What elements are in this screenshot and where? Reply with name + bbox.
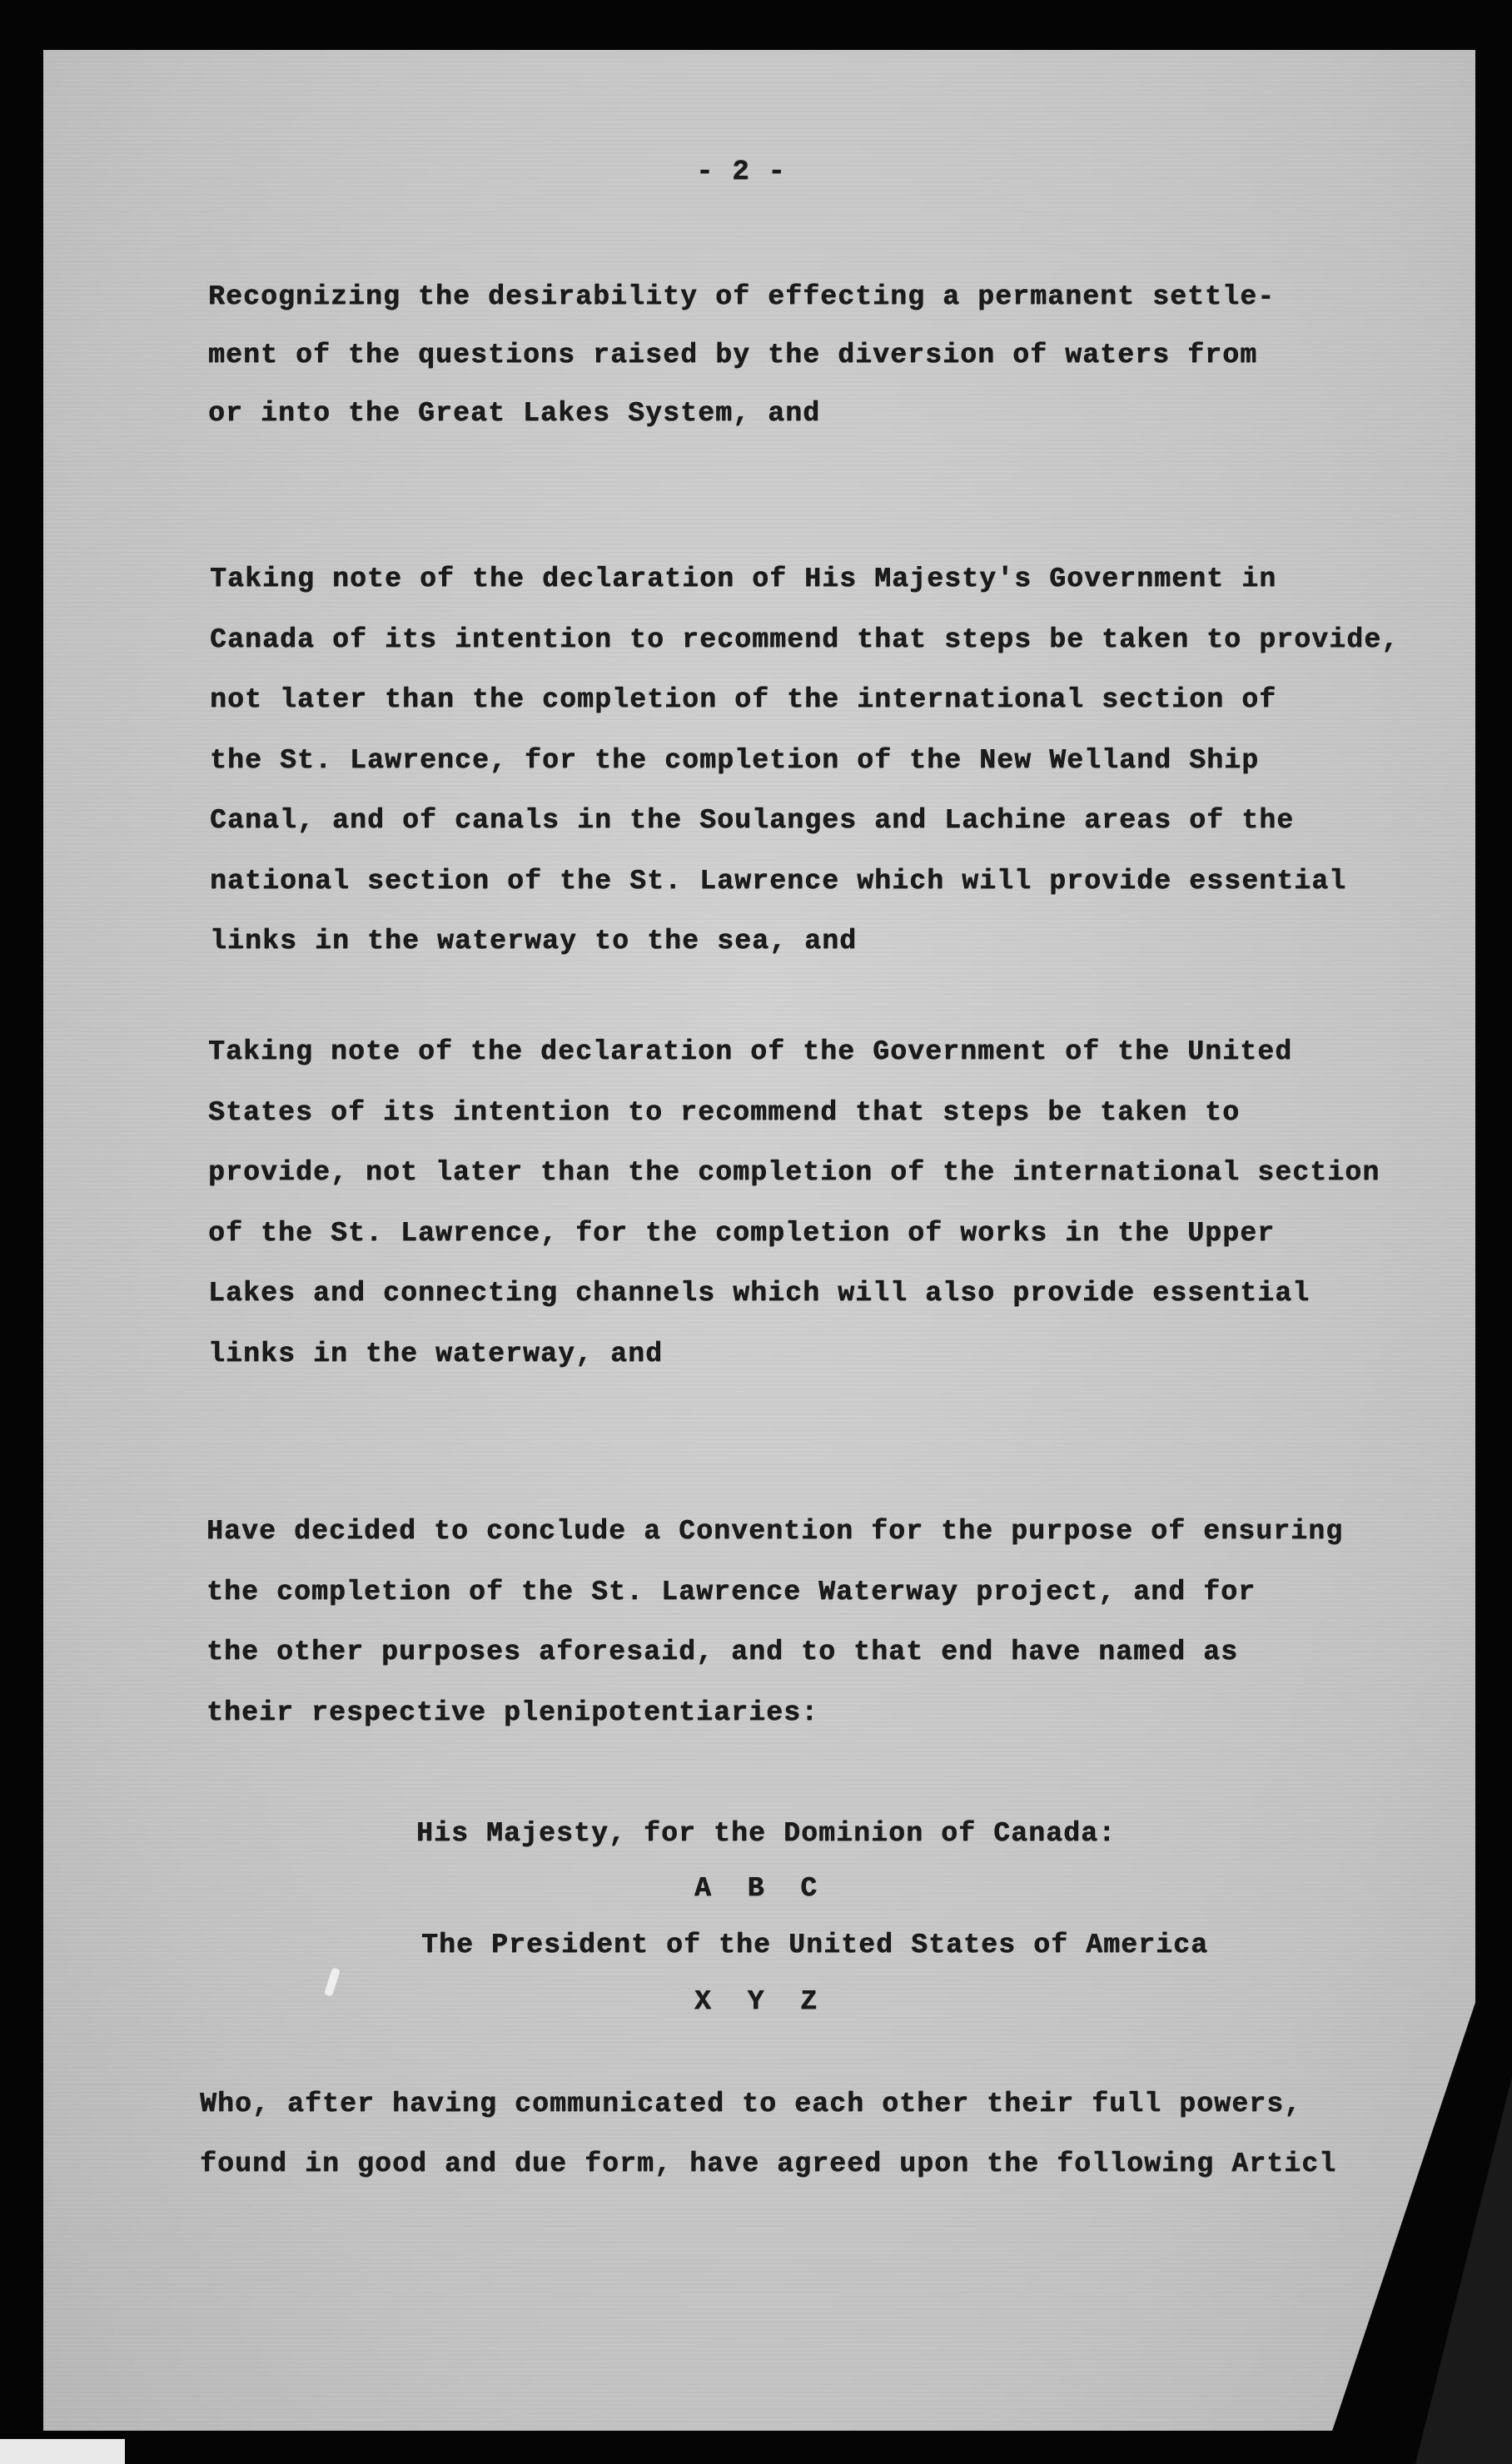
- plenipotentiary-canada: A B C: [694, 1873, 828, 1904]
- text-line: ment of the questions raised by the diversion of waters from: [208, 340, 1258, 370]
- party-united-states: The President of the United States of America: [421, 1930, 1209, 1960]
- text-line: found in good and due form, have agreed upon the following Articl: [200, 2149, 1337, 2179]
- text-line: the completion of the St. Lawrence Waterway project, and for: [206, 1576, 1256, 1607]
- text-line: Canada of its intention to recommend that steps be taken to provide,: [210, 623, 1400, 655]
- text-line: the other purposes aforesaid, and to that end have named as: [206, 1637, 1239, 1667]
- text-line: Lakes and connecting channels which will also provide essential: [208, 1278, 1311, 1309]
- text-line: links in the waterway, and: [208, 1338, 664, 1369]
- paragraph-recognizing: [208, 268, 1275, 443]
- text-line: national section of the St. Lawrence which will provide essential: [210, 865, 1347, 897]
- text-line: their respective plenipotentiaries:: [206, 1696, 819, 1728]
- paragraph-us-declaration: [208, 1022, 1380, 1384]
- text-line: not later than the completion of the international section of: [210, 684, 1277, 715]
- page-number: - 2 -: [696, 156, 787, 188]
- party-canada: His Majesty, for the Dominion of Canada:: [416, 1818, 1117, 1849]
- paragraph-canada-declaration: [210, 549, 1399, 972]
- text-line: States of its intention to recommend that steps be taken to: [208, 1096, 1241, 1128]
- plenipotentiary-united-states: X Y Z: [694, 1986, 828, 2017]
- text-line: Recognizing the desirability of effecting a permanent settle-: [208, 281, 1276, 312]
- film-edge-marker: [0, 2439, 125, 2464]
- text-line: Have decided to conclude a Convention for the purpose of ensuring: [206, 1516, 1344, 1547]
- paragraph-closing: [200, 2074, 1336, 2194]
- text-line: links in the waterway to the sea, and: [210, 926, 858, 956]
- text-line: provide, not later than the completion of the international section: [208, 1157, 1380, 1188]
- text-line: Taking note of the declaration of the Government of the United: [208, 1036, 1293, 1067]
- text-line: Taking note of the declaration of His Majesty's Government in: [210, 564, 1277, 594]
- text-line: Canal, and of canals in the Soulanges and Lachine areas of the: [210, 805, 1295, 836]
- paragraph-have-decided: [206, 1502, 1343, 1743]
- text-line: of the St. Lawrence, for the completion of works in the Upper: [208, 1217, 1276, 1249]
- text-line: Who, after having communicated to each other their full powers,: [200, 2089, 1302, 2119]
- text-line: or into the Great Lakes System, and: [208, 398, 821, 429]
- text-line: the St. Lawrence, for the completion of the New Welland Ship: [210, 744, 1260, 776]
